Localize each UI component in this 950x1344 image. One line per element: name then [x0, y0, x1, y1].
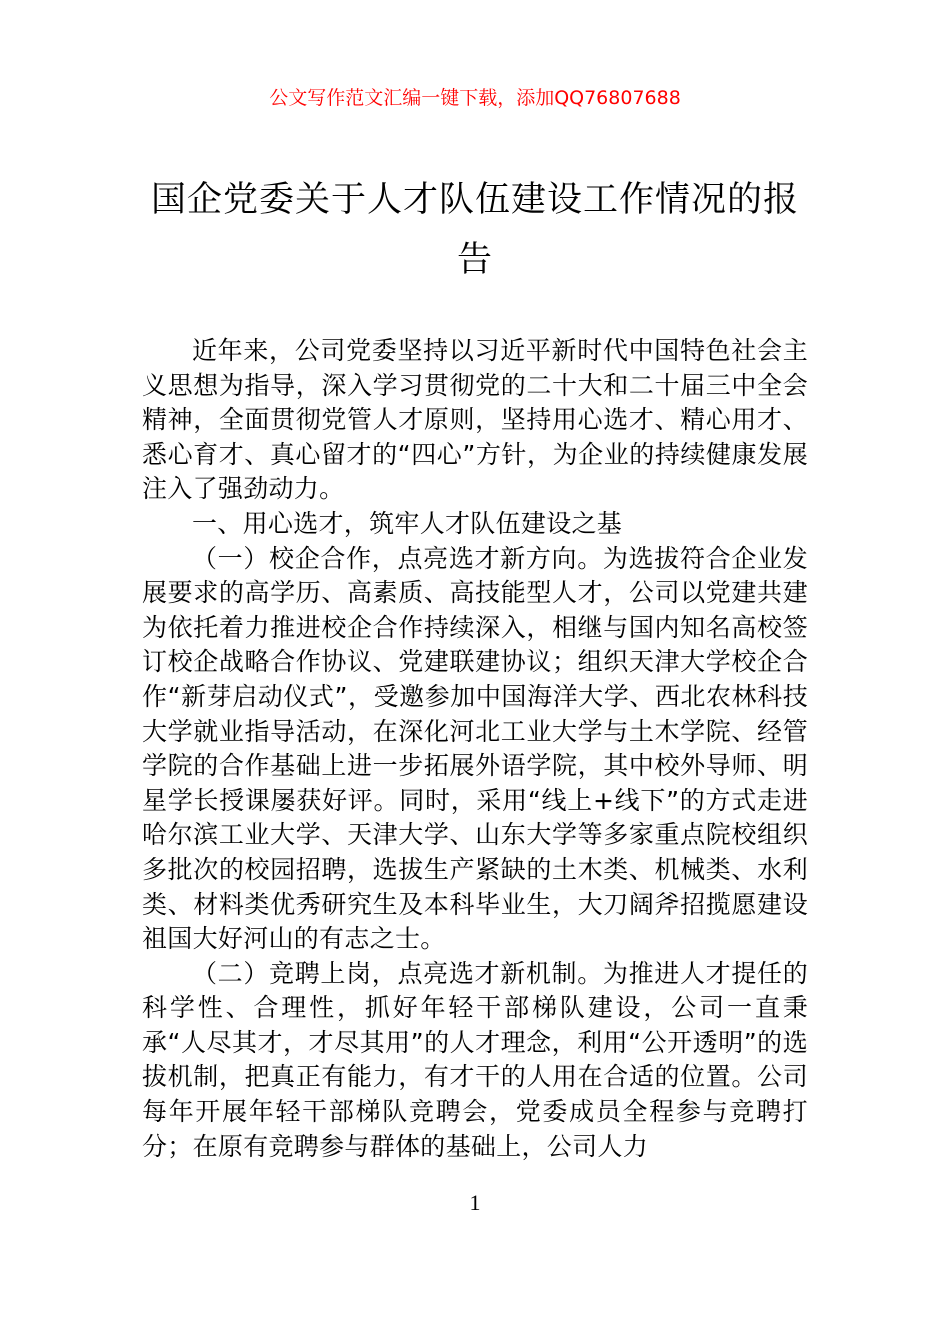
- section-heading-1: 一、用心选才，筑牢人才队伍建设之基: [192, 508, 623, 538]
- subsection-paragraph-1: （一）校企合作，点亮选才新方向。为选拔符合企业发展要求的高学历、高素质、高技能型人才，公司以党建共建为依托着力推进校企合作持续深入，相继与国内知名高校签订校企战略合作协议、党建联建协议；组织天津大学校企合作“新芽启动仪式”，受邀参加中国海洋大学、西北农林科技大学就业指导活动，在深化河北工业大学与土木学院、经管学院的合作基础上进一步拓展外语学院，其中校外导师、明星学长授课屡获好评。同时，采用“线上+线下”的方式走进哈尔滨工业大学、天津大学、山东大学等多家重点院校组织多批次的校园招聘，选拔生产紧缺的土木类、机械类、水利类、材料类优秀研究生及本科毕业生，大刀阔斧招揽愿建设祖国大好河山的有志之士。: [142, 543, 808, 954]
- subsection-paragraph-2: （二）竞聘上岗，点亮选才新机制。为推进人才提任的科学性、合理性，抓好年轻干部梯队建设，公司一直秉承“人尽其才，才尽其用”的人才理念，利用“公开透明”的选拔机制，把真正有能力，有才干的人用在合适的位置。公司每年开展年轻干部梯队竞聘会，党委成员全程参与竞聘打分；在原有竞聘参与群体的基础上，公司人力: [142, 958, 808, 1161]
- intro-paragraph: 近年来，公司党委坚持以习近平新时代中国特色社会主义思想为指导，深入学习贯彻党的二十大和二十届三中全会精神，全面贯彻党管人才原则，坚持用心选才、精心用才、悉心育才、真心留才的“四心”方针，为企业的持续健康发展注入了强劲动力。: [142, 336, 808, 504]
- download-notice: 公文写作范文汇编一键下载，添加QQ76807688: [269, 87, 681, 109]
- document-body: [142, 334, 808, 1164]
- document-title: 国企党委关于人才队伍建设工作情况的报告: [150, 180, 799, 280]
- page-number: 1: [469, 1190, 481, 1215]
